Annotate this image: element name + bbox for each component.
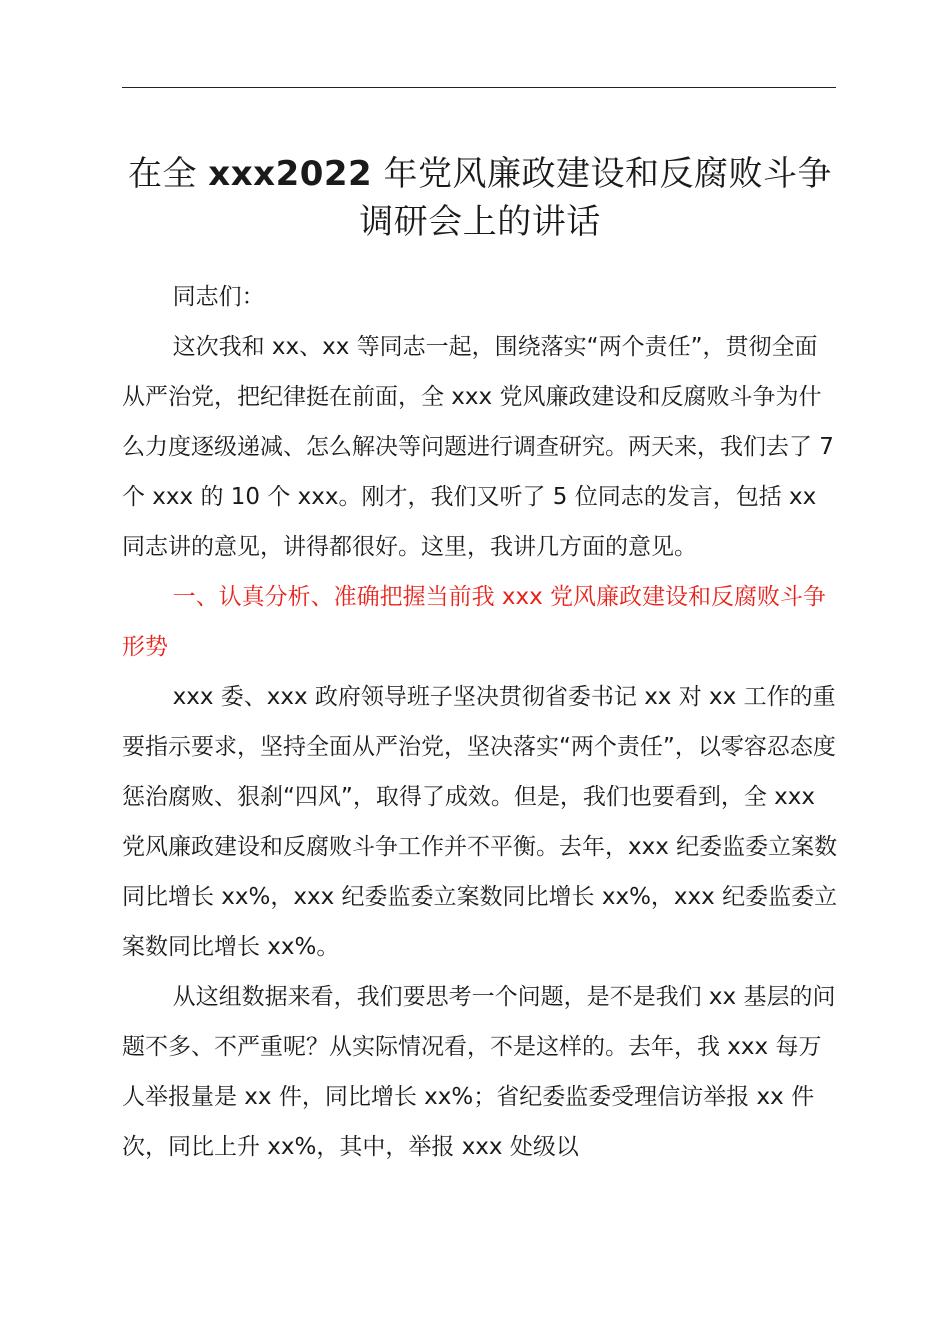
title-line-2: 调研会上的讲话 [359,202,601,242]
document-title [110,150,850,246]
section-paragraph-2: 从这组数据来看，我们要思考一个问题，是不是我们 xx 基层的问题不多、不严重呢？从实际情况看，不是这样的。去年，我 xxx 每万人举报量是 xx 件，同比增长 xx%；省纪委监委受理信访举报 xx 件次，同比上升 xx%，其中，举报 xxx 处级以 [122,984,836,1160]
section-heading: 一、认真分析、准确把握当前我 xxx 党风廉政建设和反腐败斗争形势 [122,584,827,660]
intro-paragraph: 这次我和 xx、xx 等同志一起，围绕落实“两个责任”，贯彻全面从严治党，把纪律挺在前面，全 xxx 党风廉政建设和反腐败斗争为什么力度逐级递减、怎么解决等问题进行调查研究。两天来，我们去了 7 个 xxx 的 10 个 xxx。刚才，我们又听了 5 位同志的发言，包括 xx 同志讲的意见，讲得都很好。这里，我讲几方面的意见。 [122,334,834,560]
header-rule [122,87,836,88]
document-body [122,272,838,1172]
title-line-1: 在全 xxx2022 年党风廉政建设和反腐败斗争 [127,154,833,194]
title-year: xxx2022 [208,154,373,194]
salutation: 同志们： [172,284,265,310]
section-paragraph-1: xxx 委、xxx 政府领导班子坚决贯彻省委书记 xx 对 xx 工作的重要指示要求，坚持全面从严治党，坚决落实“两个责任”，以零容忍态度惩治腐败、狠刹“四风”，取得了成效。但是，我们也要看到，全 xxx 党风廉政建设和反腐败斗争工作并不平衡。去年，xxx 纪委监委立案数同比增长 xx%，xxx 纪委监委立案数同比增长 xx%，xxx 纪委监委立案数同比增长 xx%。 [122,684,838,960]
